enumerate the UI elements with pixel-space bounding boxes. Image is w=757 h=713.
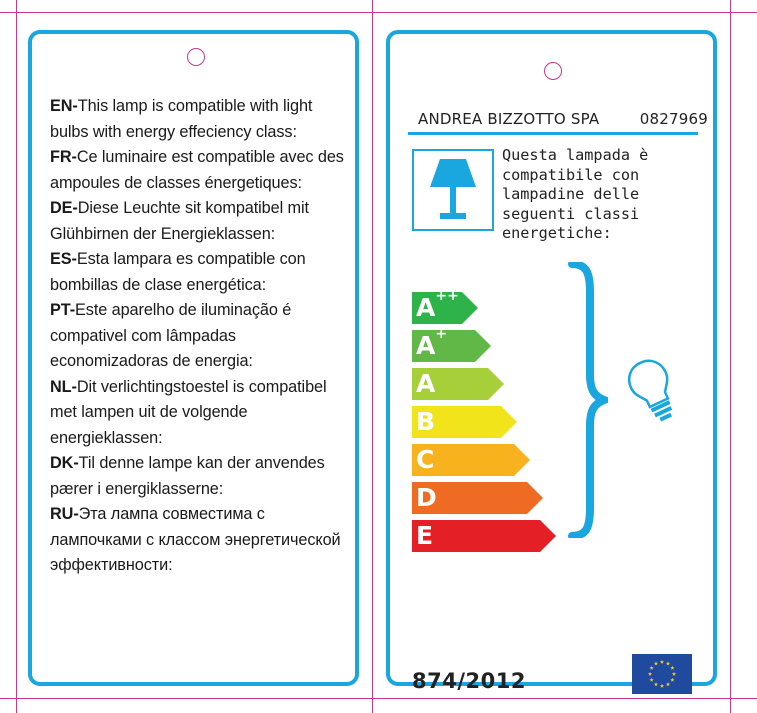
energy-class-label: D [416, 483, 437, 512]
energy-class-label: A++ [416, 288, 459, 322]
trim-line-left [16, 0, 17, 713]
lang-code: NL- [50, 377, 77, 396]
energy-class-label: E [416, 521, 434, 550]
trim-line-bottom [0, 698, 757, 699]
energy-class-arrow [412, 482, 543, 514]
lang-entry [50, 375, 350, 452]
lang-text: Dit verlichtingstoestel is compatibel met lampen uit de volgende energieklassen: [50, 377, 327, 447]
energy-class-label: B [416, 407, 436, 436]
lang-text: Diese Leuchte sit kompatibel mit Glühbirnen der Energieklassen: [50, 199, 309, 243]
energy-class-arrow [412, 444, 530, 476]
trim-line-middle [372, 0, 373, 713]
language-list [50, 94, 350, 579]
lang-text: Esta lampara es compatible con bombillas de clase energética: [50, 250, 306, 294]
hang-hole [544, 62, 562, 80]
hang-hole [187, 48, 205, 66]
compatibility-text: Questa lampada è compatibile con lampadine delle seguenti classi energetiche: [502, 146, 649, 242]
lamp-icon [414, 151, 492, 229]
energy-class-arrow [412, 288, 478, 324]
energy-class-arrow [412, 326, 491, 362]
lang-code: ES- [50, 250, 77, 268]
regulation-number: 874/2012 [412, 669, 526, 693]
eu-flag-icon [632, 654, 692, 694]
lang-code: RU- [50, 505, 79, 523]
lang-code: PT- [50, 301, 76, 319]
lang-entry [50, 145, 350, 196]
lang-entry [50, 298, 350, 375]
energy-class-superscript: + [435, 326, 448, 342]
brand-name: ANDREA BIZZOTTO SPA [418, 110, 600, 128]
trim-line-top [0, 12, 757, 13]
lang-entry [50, 451, 350, 502]
lang-text: Til denne lampe kan der anvendes pærer i energiklasserne: [50, 454, 325, 498]
energy-class-arrow [412, 520, 556, 552]
energy-class-label: C [416, 445, 435, 474]
light-bulb-icon [628, 356, 678, 424]
product-code: 0827969 [639, 110, 708, 128]
bracket-icon [568, 262, 608, 538]
energy-arrow-shape [412, 520, 556, 552]
lamp-icon-box [412, 149, 494, 231]
energy-class-label: A [416, 369, 436, 398]
lang-text: Este aparelho de iluminação é compativel com lâmpadas economizadoras de energia: [50, 301, 292, 370]
brand-underline [408, 132, 698, 135]
brand-line [418, 110, 708, 128]
lang-code: EN- [50, 97, 78, 115]
left-label-card [28, 30, 359, 686]
lang-entry [50, 196, 350, 247]
energy-class-superscript: ++ [435, 288, 459, 304]
lang-code: DK- [50, 454, 79, 472]
energy-class-label: A+ [416, 326, 448, 360]
energy-class-arrow [412, 406, 517, 438]
energy-class-arrow [412, 368, 504, 400]
lang-text: This lamp is compatible with light bulbs with energy effeciency class: [50, 97, 313, 141]
lang-text: Эта лампа совместима с лампочками с классом энергетической эффективности: [50, 505, 341, 574]
lang-entry [50, 247, 350, 298]
lang-code: DE- [50, 199, 78, 217]
lang-code: FR- [50, 148, 77, 166]
lang-entry [50, 94, 350, 145]
trim-line-right [730, 0, 731, 713]
lang-entry [50, 502, 350, 579]
right-label-card [386, 30, 717, 693]
lang-text: Ce luminaire est compatible avec des ampoules de classes énergetiques: [50, 148, 344, 192]
